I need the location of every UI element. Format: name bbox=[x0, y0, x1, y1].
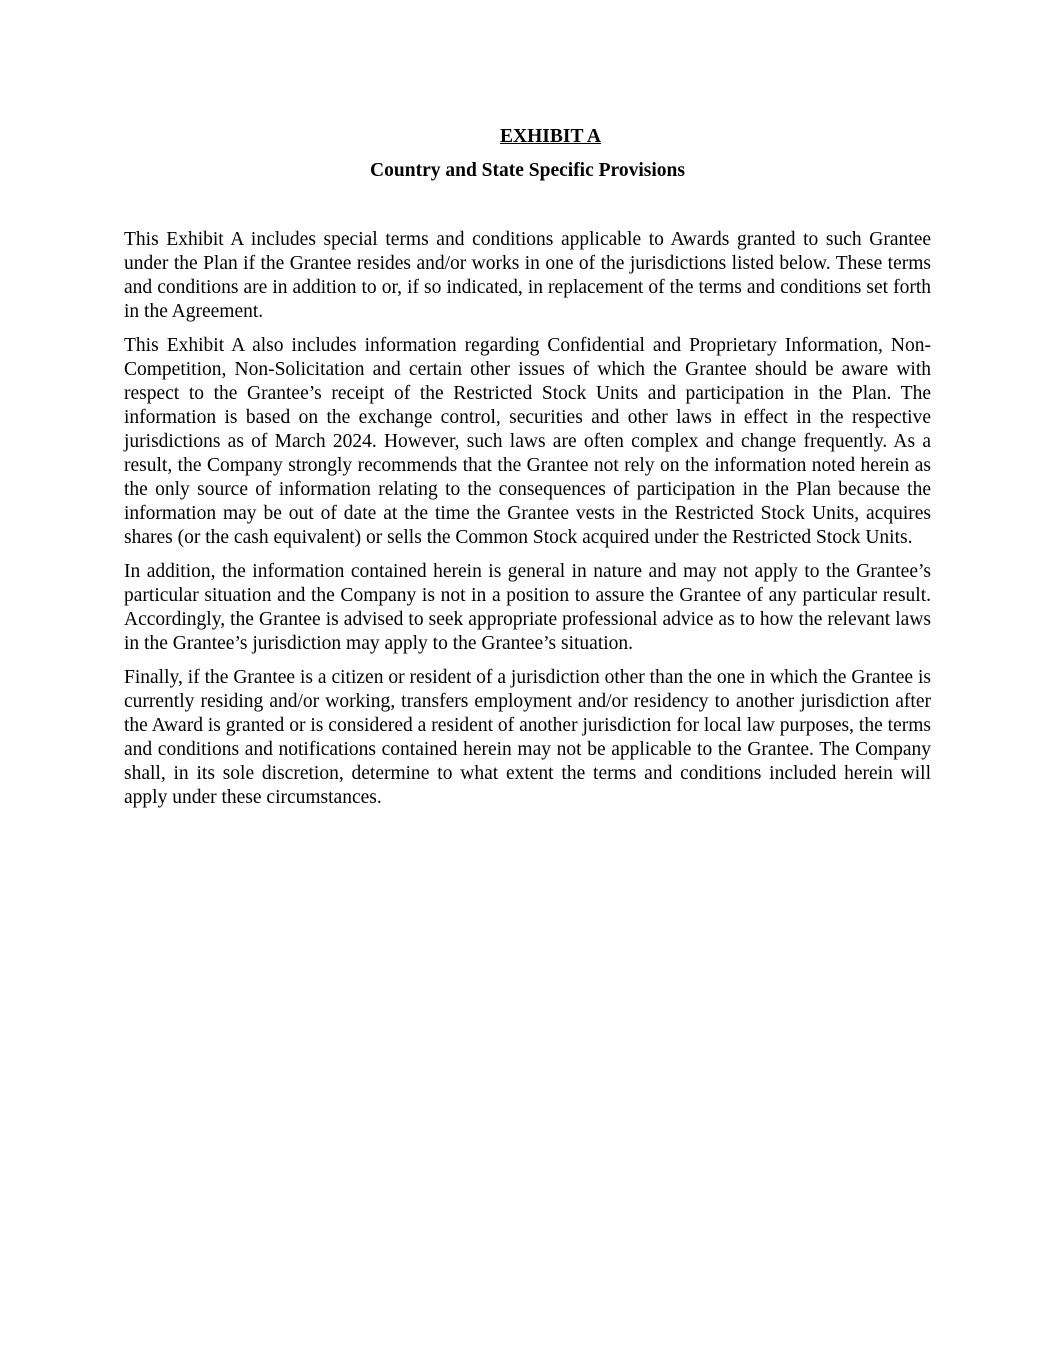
exhibit-title: EXHIBIT A bbox=[500, 126, 601, 147]
paragraph-other-jurisdiction: Finally, if the Grantee is a citizen or resident of a jurisdiction other than the one in which the Grantee is currently residing and/or working, transfers employment and/or residency to another jurisdiction after the Award is granted or is considered a resident of another jurisdiction for local law purposes, the terms and conditions and notifications contained herein may not be applicable to the Grantee. The Company shall, in its sole discretion, determine to what extent the terms and conditions included herein will apply under these circumstances. bbox=[124, 667, 931, 808]
paragraph-scope: This Exhibit A includes special terms and conditions applicable to Awards granted to such Grantee under the Plan if the Grantee resides and/or works in one of the jurisdictions listed below. These terms and conditions are in addition to or, if so indicated, in replacement of the terms and conditions set forth in the Agreement. bbox=[124, 229, 931, 322]
document-body bbox=[124, 228, 931, 820]
exhibit-subtitle: Country and State Specific Provisions bbox=[370, 160, 685, 181]
paragraph-general-nature: In addition, the information contained herein is general in nature and may not apply to the Grantee’s particular situation and the Company is not in a position to assure the Grantee of any particular result. Accordingly, the Grantee is advised to seek appropriate professional advice as to how the relevant laws in the Grantee’s jurisdiction may apply to the Grantee’s situation. bbox=[124, 561, 931, 654]
paragraph-information: This Exhibit A also includes information regarding Confidential and Proprietary Information, Non-Competition, Non-Solicitation and certain other issues of which the Grantee should be aware with respect to the Grantee’s receipt of the Restricted Stock Units and participation in the Plan. The information is based on the exchange control, securities and other laws in effect in the respective jurisdictions as of March 2024. However, such laws are often complex and change frequently. As a result, the Company strongly recommends that the Grantee not rely on the information noted herein as the only source of information relating to the consequences of participation in the Plan because the information may be out of date at the time the Grantee vests in the Restricted Stock Units, acquires shares (or the cash equivalent) or sells the Common Stock acquired under the Restricted Stock Units. bbox=[124, 335, 931, 548]
